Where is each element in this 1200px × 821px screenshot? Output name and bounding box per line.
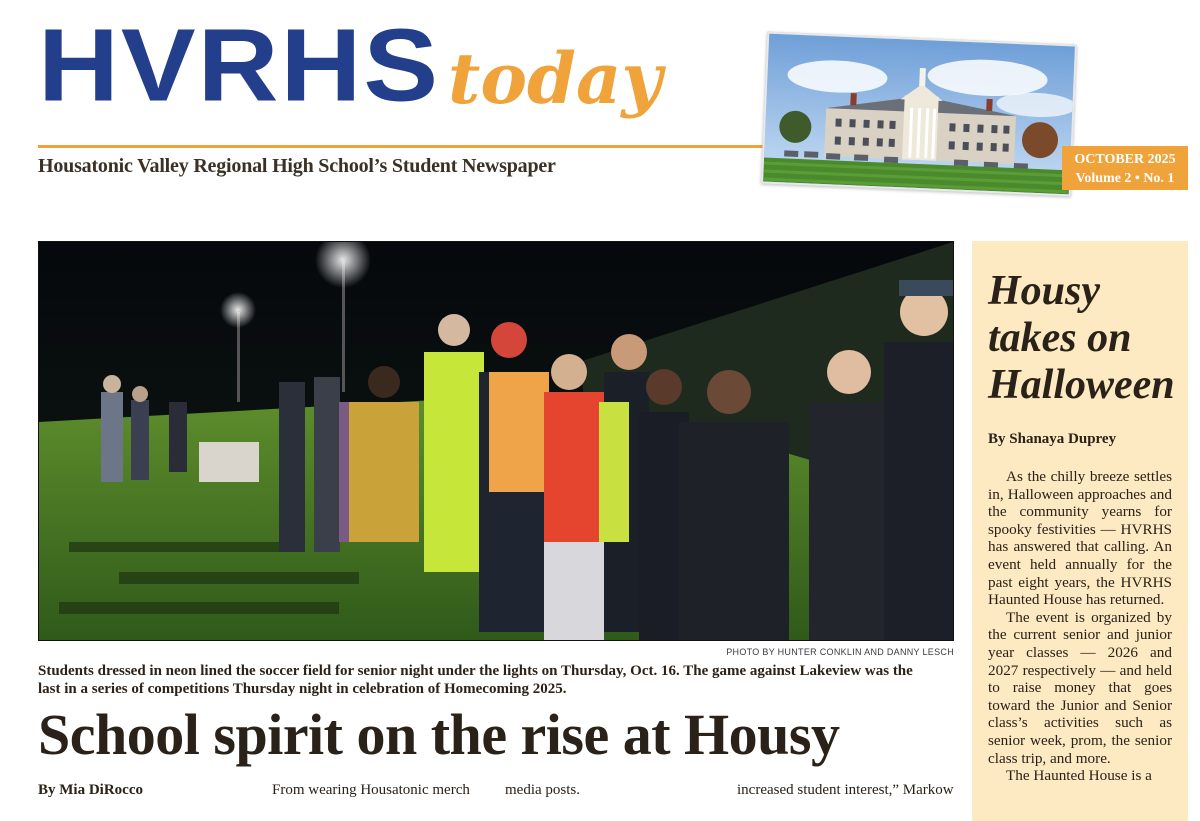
issue-volume: Volume 2 • No. 1 [1075,171,1175,186]
photo-credit: PHOTO BY HUNTER CONKLIN AND DANNY LESCH [726,647,954,657]
sidebar-byline: By Shanaya Duprey [988,431,1117,447]
main-headline: School spirit on the rise at Housy [38,702,840,767]
masthead-subtitle: today [448,37,662,120]
issue-info-badge [1062,146,1188,190]
sidebar-paragraph: As the chilly breeze settles in, Halloween approaches and the community yearns for spooky festivities — HVRHS has answered that calling. An event held annually for the past eight years, the HVRHS Haunted House has returned. [988,468,1172,609]
main-column-4-text: increased student interest,” Markow [737,782,954,798]
school-building-photo [761,32,1077,197]
senior-night-photo [38,241,954,641]
sidebar-paragraph: The event is organized by the current senior and junior year classes — 2026 and 2027 respectively — and held to raise money that goes toward the Junior and Senior class’s activities such as senior week, prom, the senior class trip, and more. [988,608,1172,767]
senior-night-illustration [39,242,953,640]
masthead-title: HVRHS [38,7,441,123]
main-column-3-text: media posts. [505,782,580,798]
sidebar-article-body [988,468,1172,785]
masthead-divider [38,145,766,148]
sidebar-paragraph: The Haunted House is a [1006,767,1152,785]
photo-caption: Students dressed in neon lined the soccer field for senior night under the lights on Thursday, Oct. 16. The game against Lakeview was the last in a series of competitions Thursday night in celebration of Homecoming 2025. [38,663,913,697]
masthead-tagline: Housatonic Valley Regional High School’s Student Newspaper [38,155,556,177]
issue-date: OCTOBER 2025 [1074,152,1176,167]
sidebar-headline: Housy takes on Halloween [988,268,1175,408]
school-building-illustration [763,34,1075,195]
main-byline: By Mia DiRocco [38,782,143,798]
main-column-2-text: From wearing Housatonic merch [272,782,470,798]
